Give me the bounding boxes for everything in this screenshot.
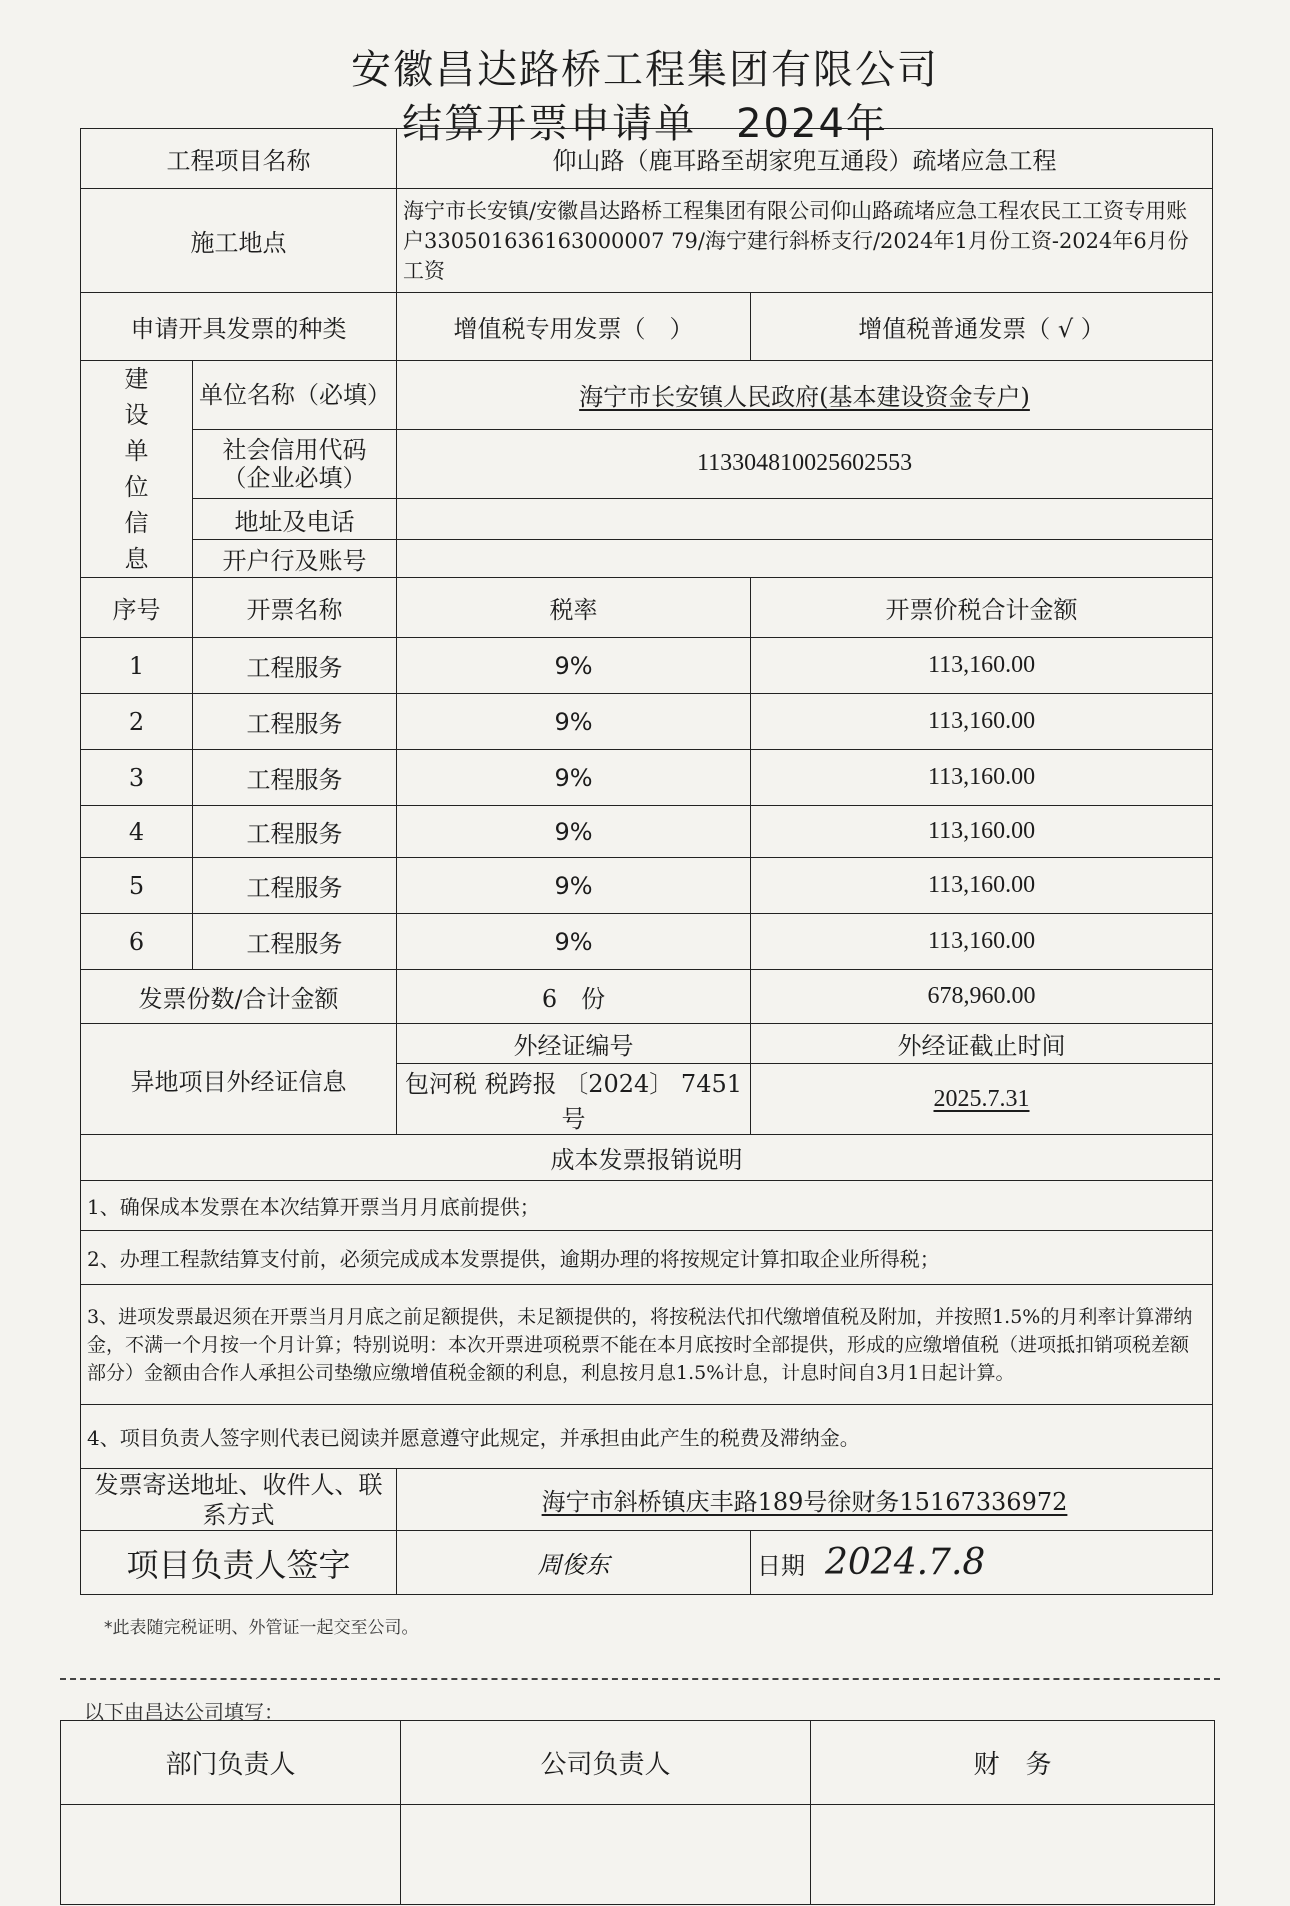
- invoice-type-normal: 增值税普通发票（ √ ）: [751, 293, 1213, 361]
- item-row: [81, 750, 1213, 806]
- company-title: 安徽昌达路桥工程集团有限公司: [351, 47, 939, 93]
- item-row: [81, 914, 1213, 970]
- signature-date-value: 2024.7.8: [825, 1542, 986, 1583]
- item-amount: 113,160.00: [751, 694, 1213, 750]
- address-value: [397, 498, 1213, 540]
- item-row: [81, 806, 1213, 858]
- items-header-index: 序号: [81, 578, 193, 638]
- item-row: [81, 694, 1213, 750]
- form-year: 2024年: [736, 101, 888, 147]
- cut-line: [60, 1678, 1220, 1680]
- approval-table: [60, 1720, 1215, 1905]
- invoice-type-row: [81, 293, 1213, 361]
- item-amount: 113,160.00: [751, 858, 1213, 914]
- total-count: 6 份: [397, 970, 751, 1024]
- external-no-value: 包河税 税跨报 〔2024〕 7451号: [397, 1064, 751, 1135]
- item-rate: 9%: [397, 858, 751, 914]
- item-name: 工程服务: [193, 806, 397, 858]
- main-form-table: [80, 128, 1213, 1595]
- cost-title-row: [81, 1135, 1213, 1181]
- item-amount: 113,160.00: [751, 806, 1213, 858]
- cost-title: 成本发票报销说明: [81, 1135, 1213, 1181]
- items-header-name: 开票名称: [193, 578, 397, 638]
- external-no-label: 外经证编号: [397, 1024, 751, 1064]
- mailing-row: [81, 1469, 1213, 1531]
- form-title-text: 结算开票申请单: [402, 101, 697, 147]
- cost-rule-row: [81, 1231, 1213, 1285]
- item-row: [81, 858, 1213, 914]
- item-name: 工程服务: [193, 750, 397, 806]
- bank-label: 开户行及账号: [193, 540, 397, 578]
- item-name: 工程服务: [193, 694, 397, 750]
- total-row: [81, 970, 1213, 1024]
- approval-header-row: [61, 1721, 1215, 1805]
- cost-rule-1: 1、确保成本发票在本次结算开票当月月底前提供；: [81, 1181, 1213, 1231]
- item-index: 4: [81, 806, 193, 858]
- item-rate: 9%: [397, 694, 751, 750]
- company-fill-label: 以下由昌达公司填写：: [84, 1700, 284, 1724]
- item-index: 2: [81, 694, 193, 750]
- item-index: 5: [81, 858, 193, 914]
- company-head-sign[interactable]: [401, 1805, 811, 1905]
- cost-rule-row: [81, 1285, 1213, 1405]
- address-row: [81, 498, 1213, 540]
- approval-sign-row: [61, 1805, 1215, 1905]
- project-name-label: 工程项目名称: [81, 129, 397, 189]
- mailing-label: 发票寄送地址、收件人、联系方式: [81, 1469, 397, 1531]
- invoice-type-special: 增值税专用发票（ ）: [397, 293, 751, 361]
- bank-row: [81, 540, 1213, 578]
- item-index: 3: [81, 750, 193, 806]
- item-rate: 9%: [397, 806, 751, 858]
- item-amount: 113,160.00: [751, 638, 1213, 694]
- site-value: 海宁市长安镇/安徽昌达路桥工程集团有限公司仰山路疏堵应急工程农民工工资专用账户330501636163000007 79/海宁建行斜桥支行/2024年1月份工资-2024年6月份工资: [397, 189, 1213, 293]
- unit-name-value: 海宁市长安镇人民政府(基本建设资金专户): [397, 361, 1213, 430]
- unit-name-label: 单位名称（必填）: [193, 361, 397, 430]
- builder-group-char: 信: [124, 509, 149, 537]
- total-amount: 678,960.00: [751, 970, 1213, 1024]
- dept-head-label: 部门负责人: [61, 1721, 401, 1805]
- project-name-row: [81, 129, 1213, 189]
- external-label: 异地项目外经证信息: [81, 1024, 397, 1135]
- external-deadline-label: 外经证截止时间: [751, 1024, 1213, 1064]
- builder-group-char: 息: [124, 545, 149, 573]
- credit-code-value: 113304810025602553: [397, 429, 1213, 498]
- signature-date-label: 日期: [757, 1552, 805, 1580]
- item-index: 6: [81, 914, 193, 970]
- cost-rule-3: 3、进项发票最迟须在开票当月月底之前足额提供，未足额提供的，将按税法代扣代缴增值税及附加，并按照1.5%的月利率计算滞纳金，不满一个月按一个月计算；特别说明：本次开票进项税票不能在本月底按时全部提供，形成的应缴增值税（进项抵扣销项税差额部分）金额由合作人承担公司垫缴应缴增值税金额的利息，利息按月息1.5%计息，计息时间自3月1日起计算。: [81, 1285, 1213, 1405]
- builder-group-label: [81, 361, 193, 578]
- cost-rule-row: [81, 1181, 1213, 1231]
- site-label: 施工地点: [81, 189, 397, 293]
- signature-row: [81, 1531, 1213, 1595]
- company-head-label: 公司负责人: [401, 1721, 811, 1805]
- items-header-amount: 开票价税合计金额: [751, 578, 1213, 638]
- item-name: 工程服务: [193, 914, 397, 970]
- signature-label: 项目负责人签字: [81, 1531, 397, 1595]
- finance-label: 财 务: [811, 1721, 1215, 1805]
- bank-value: [397, 540, 1213, 578]
- external-header-row: [81, 1024, 1213, 1064]
- item-name: 工程服务: [193, 858, 397, 914]
- mailing-value: 海宁市斜桥镇庆丰路189号徐财务15167336972: [397, 1469, 1213, 1531]
- builder-group-char: 位: [124, 473, 149, 501]
- signature-date-cell: [751, 1531, 1213, 1595]
- external-deadline-value: 2025.7.31: [751, 1064, 1213, 1135]
- cost-rule-row: [81, 1405, 1213, 1469]
- address-label: 地址及电话: [193, 498, 397, 540]
- item-rate: 9%: [397, 914, 751, 970]
- credit-code-label: 社会信用代码（企业必填）: [193, 429, 397, 498]
- items-header-row: [81, 578, 1213, 638]
- credit-code-row: [81, 429, 1213, 498]
- item-name: 工程服务: [193, 638, 397, 694]
- cost-rule-4: 4、项目负责人签字则代表已阅读并愿意遵守此规定，并承担由此产生的税费及滞纳金。: [81, 1405, 1213, 1469]
- item-rate: 9%: [397, 750, 751, 806]
- item-row: [81, 638, 1213, 694]
- footnote: *此表随完税证明、外管证一起交至公司。: [104, 1618, 419, 1638]
- builder-group-char: 设: [124, 401, 149, 429]
- signature-name: 周俊东: [397, 1531, 751, 1595]
- builder-group-char: 单: [124, 437, 149, 465]
- item-amount: 113,160.00: [751, 914, 1213, 970]
- invoice-type-label: 申请开具发票的种类: [81, 293, 397, 361]
- item-index: 1: [81, 638, 193, 694]
- project-name-value: 仰山路（鹿耳路至胡家兜互通段）疏堵应急工程: [397, 129, 1213, 189]
- cost-rule-2: 2、办理工程款结算支付前，必须完成成本发票提供，逾期办理的将按规定计算扣取企业所得税；: [81, 1231, 1213, 1285]
- builder-group-char: 建: [124, 365, 149, 393]
- total-label: 发票份数/合计金额: [81, 970, 397, 1024]
- items-header-rate: 税率: [397, 578, 751, 638]
- item-rate: 9%: [397, 638, 751, 694]
- site-row: [81, 189, 1213, 293]
- finance-sign[interactable]: [811, 1805, 1215, 1905]
- builder-unit-row: [81, 361, 1213, 430]
- item-amount: 113,160.00: [751, 750, 1213, 806]
- dept-head-sign[interactable]: [61, 1805, 401, 1905]
